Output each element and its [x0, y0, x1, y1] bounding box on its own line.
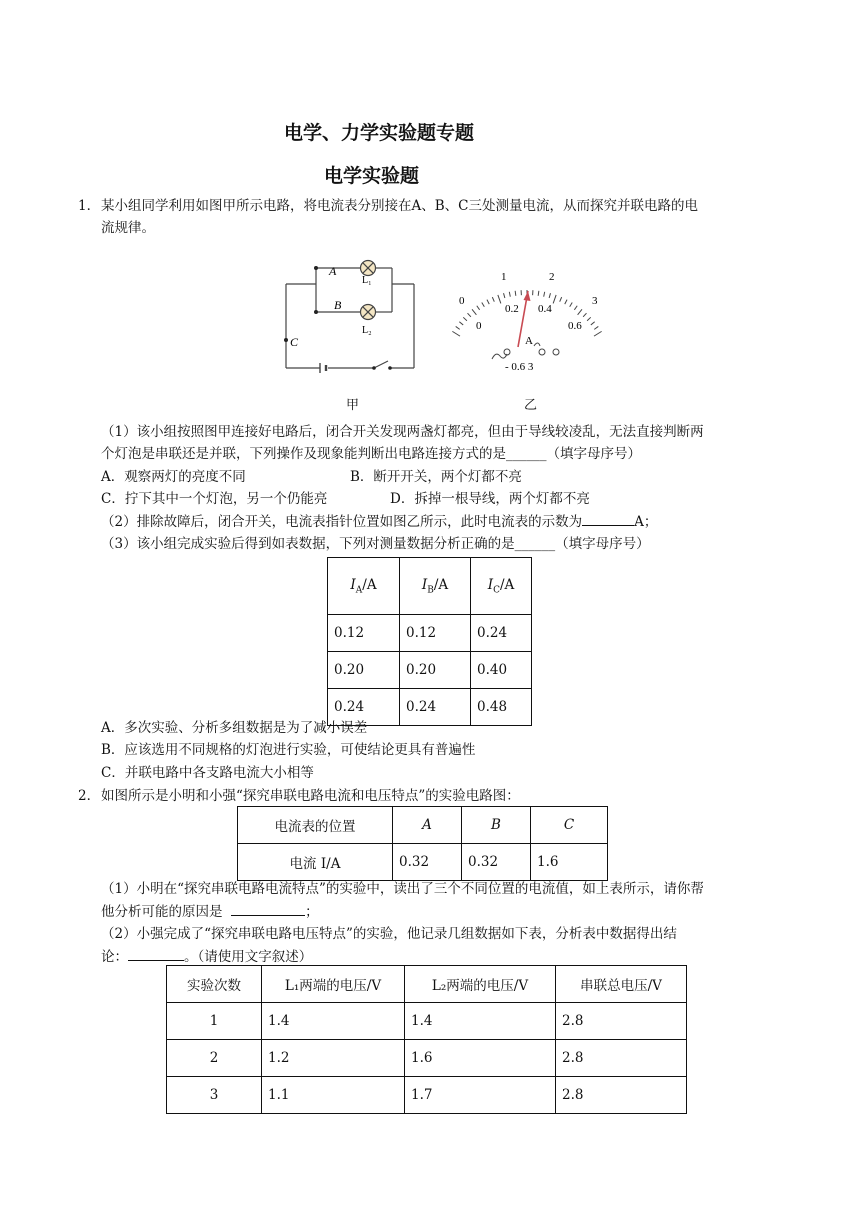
dial-tick	[591, 322, 595, 325]
table-cell: 2.8	[556, 1040, 687, 1077]
dial-tick	[549, 293, 550, 298]
dial-tick	[504, 293, 505, 298]
dial-top-2: 2	[549, 271, 555, 283]
table-cell: A	[393, 807, 462, 844]
dial-top-0: 0	[459, 295, 465, 307]
dial-tick	[570, 303, 573, 307]
table-cell: 电流表的位置	[238, 807, 393, 844]
table-cell: 0.40	[471, 652, 532, 689]
q1-stem-line1: 某小组同学利用如图甲所示电路，将电流表分别接在A、B、C三处测量电流，从而探究并联电路的电	[101, 198, 698, 214]
table-cell: C	[531, 807, 608, 844]
dial-tick	[538, 291, 539, 296]
dial-tick	[477, 306, 480, 310]
q1-answer-a: A．多次实验、分析多组数据是为了减小误差	[101, 720, 368, 736]
q2-stem: 如图所示是小明和小强“探究串联电路电流和电压特点”的实验电路图：	[101, 788, 520, 804]
q1-answer-b: B．应该选用不同规格的灯泡进行实验，可使结论更具有普遍性	[101, 742, 476, 758]
q1-current-table	[327, 557, 532, 726]
circuit-diagram-jia	[276, 248, 426, 378]
q2-part2-suffix: 。（请使用文字叙述）	[184, 949, 313, 965]
dial-tick	[509, 292, 510, 297]
q1-part2-blank[interactable]	[582, 510, 634, 526]
table-cell: 1	[167, 1003, 262, 1040]
dial-bottom-06: 0.6	[568, 320, 582, 332]
dial-tick	[578, 309, 582, 314]
table-cell: 1.6	[531, 844, 608, 881]
header-ib: $I_B/A$	[400, 558, 471, 615]
dial-unit: A	[525, 335, 533, 347]
table-cell: 3	[167, 1077, 262, 1114]
dial-tick	[452, 331, 460, 336]
terminal-labels: - 0.6 3	[505, 361, 534, 373]
q1-answer-c: C．并联电路中各支路电流大小相等	[101, 765, 314, 781]
dial-bottom-0: 0	[476, 320, 482, 332]
table-cell: 2	[167, 1040, 262, 1077]
ammeter-dial-yi	[450, 262, 612, 380]
dial-tick	[583, 313, 586, 317]
dial-tick	[587, 317, 591, 320]
table-cell: 1.4	[405, 1003, 556, 1040]
table-cell: 2.8	[556, 1003, 687, 1040]
table-cell: 0.12	[328, 615, 400, 652]
table-cell: 0.48	[471, 689, 532, 726]
header-ic: $I_C/A$	[471, 558, 532, 615]
q2-part2-prefix: 论：	[101, 949, 128, 965]
q1-part1-line1: （1）该小组按照图甲连接好电路后，闭合开关发现两盏灯都亮，但由于导线较凌乱，无法直接判断两	[101, 424, 704, 440]
q2-part2-blank[interactable]	[128, 945, 184, 961]
dial-tick	[456, 326, 460, 329]
table-cell: 0.32	[462, 844, 531, 881]
table-cell: 0.32	[393, 844, 462, 881]
table-cell: 1.6	[405, 1040, 556, 1077]
q2-part1-blank[interactable]	[231, 900, 305, 916]
table-cell: 0.24	[400, 689, 471, 726]
table-header: L₁两端的电压/V	[262, 966, 405, 1003]
q1-part2-suffix: A；	[634, 514, 658, 530]
table-header: 实验次数	[167, 966, 262, 1003]
q1-part3: （3）该小组完成实验后得到如表数据，下列对测量数据分析正确的是______（填字母序号）	[101, 536, 650, 552]
q2-number: 2．	[78, 788, 101, 804]
header-ia: $I_A/A$	[328, 558, 400, 615]
table-cell: 1.1	[262, 1077, 405, 1114]
dial-tick	[560, 297, 562, 302]
q1-option-c: C．拧下其中一个灯泡，另一个仍能亮	[101, 491, 328, 507]
q2-part1-line1: （1）小明在“探究串联电路电流特点”的实验中，读出了三个不同位置的电流值，如上表所示，请你帮	[101, 881, 704, 897]
table-cell: 1.4	[262, 1003, 405, 1040]
dial-tick	[459, 322, 463, 325]
dial-top-3: 3	[592, 295, 598, 307]
q2-voltage-table	[166, 965, 687, 1114]
q2-part1-end: ；	[305, 904, 319, 920]
q2-part1-line2	[101, 900, 319, 923]
q1-stem-line2: 流规律。	[101, 220, 155, 236]
q1-option-b: B．断开开关，两个灯都不亮	[350, 469, 522, 485]
q1-option-d: D．拆掉一根导线，两个灯都不亮	[390, 491, 590, 507]
label-b: B	[334, 298, 342, 312]
dial-bottom-04: 0.4	[538, 303, 552, 315]
dial-tick	[553, 295, 556, 303]
dial-tick	[482, 303, 485, 307]
label-l2: L₂	[362, 325, 372, 336]
table-cell: 0.24	[328, 689, 400, 726]
q1-part2	[101, 510, 657, 533]
table-cell: 2.8	[556, 1077, 687, 1114]
page-title: 电学、力学实验题专题	[284, 122, 475, 144]
dial-tick	[574, 306, 577, 310]
table-cell: 0.20	[400, 652, 471, 689]
dial-tick	[487, 300, 489, 304]
q1-part2-prefix: （2）排除故障后，闭合开关，电流表指针位置如图乙所示，此时电流表的示数为	[101, 514, 583, 530]
table-header: L₂两端的电压/V	[405, 966, 556, 1003]
q2-current-table	[237, 806, 608, 881]
q2-part2-line1: （2）小强完成了“探究串联电路电压特点”的实验，他记录几组数据如下表，分析表中数据得出结	[101, 926, 677, 942]
label-c: C	[290, 335, 299, 349]
table-cell: B	[462, 807, 531, 844]
dial-tick	[463, 317, 467, 320]
dial-tick	[565, 300, 567, 304]
table-cell: 电流 I/A	[238, 844, 393, 881]
q1-part1-line2: 个灯泡是串联还是并联，下列操作及现象能判断出电路连接方式的是______（填字母序号）	[101, 446, 641, 462]
dial-tick	[468, 313, 471, 317]
q1-number: 1．	[78, 198, 101, 214]
table-cell: 0.20	[328, 652, 400, 689]
q2-part1-prefix: 他分析可能的原因是	[101, 904, 223, 920]
dial-tick	[472, 309, 476, 314]
section-title: 电学实验题	[324, 165, 420, 187]
table-cell: 0.12	[400, 615, 471, 652]
dial-bottom-02: 0.2	[505, 303, 519, 315]
dial-tick	[594, 331, 602, 336]
dial-tick	[594, 326, 598, 329]
caption-jia: 甲	[346, 398, 360, 413]
table-cell: 1.7	[405, 1077, 556, 1114]
dial-tick	[515, 291, 516, 296]
dial-tick	[492, 297, 494, 302]
dial-tick	[498, 295, 501, 303]
dial-top-1: 1	[501, 271, 507, 283]
table-cell: 1.2	[262, 1040, 405, 1077]
q1-option-a: A．观察两灯的亮度不同	[101, 469, 246, 485]
dial-tick	[544, 292, 545, 297]
label-l1: L₁	[362, 275, 372, 286]
table-cell: 0.24	[471, 615, 532, 652]
table-header: 串联总电压/V	[556, 966, 687, 1003]
caption-yi: 乙	[524, 398, 538, 413]
label-a: A	[329, 264, 337, 278]
